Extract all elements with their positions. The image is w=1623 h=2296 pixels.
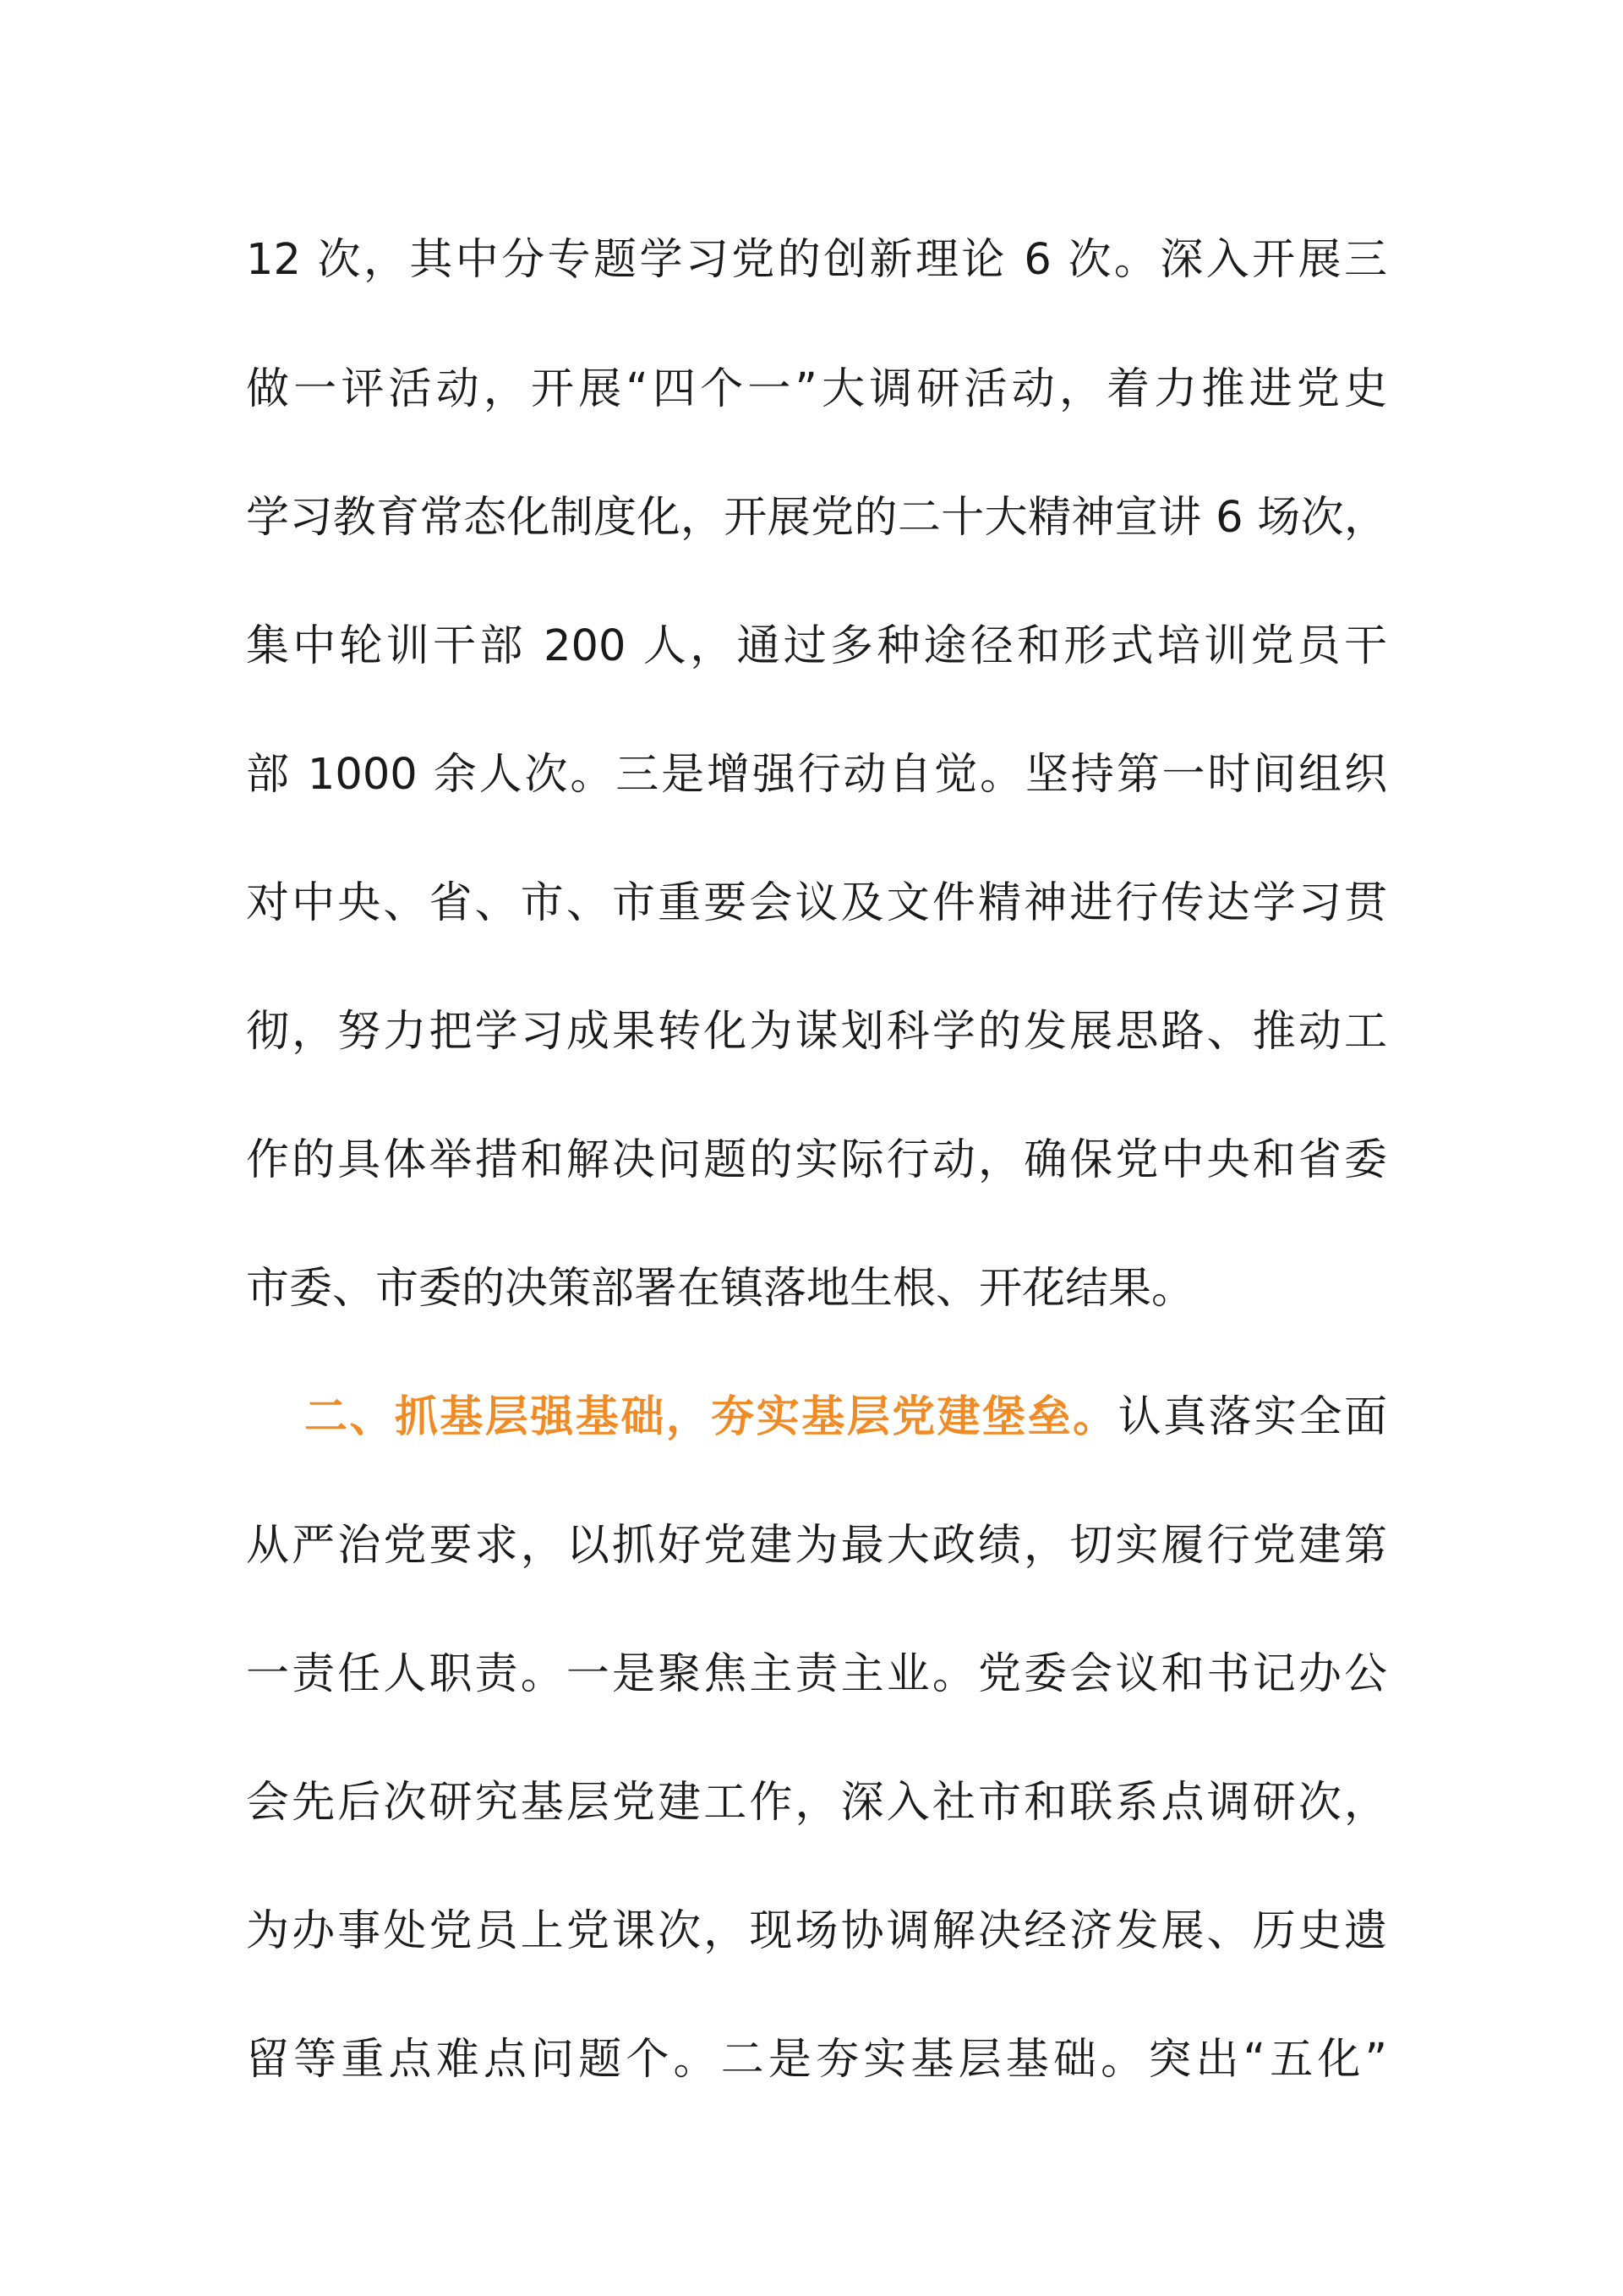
paragraph-line: 彻，努力把学习成果转化为谋划科学的发展思路、推动工 (246, 1007, 1387, 1057)
paragraph-line: 从严治党要求，以抓好党建为最大政绩，切实履行党建第 (246, 1521, 1387, 1571)
paragraph-line: 市委、市委的决策部署在镇落地生根、开花结果。 (246, 1264, 1195, 1314)
paragraph-line: 作的具体举措和解决问题的实际行动，确保党中央和省委 (246, 1135, 1387, 1185)
paragraph-line: 部 1000 余人次。三是增强行动自觉。坚持第一时间组织 (246, 750, 1387, 800)
paragraph-line: 为办事处党员上党课次，现场协调解决经济发展、历史遗 (246, 1906, 1387, 1956)
paragraph-line: 做一评活动，开展“四个一”大调研活动，着力推进党史 (246, 364, 1387, 414)
paragraph-line: 12 次，其中分专题学习党的创新理论 6 次。深入开展三 (246, 235, 1387, 285)
section-heading-line (304, 1384, 1387, 1451)
paragraph-line: 学习教育常态化制度化，开展党的二十大精神宣讲 6 场次， (246, 493, 1387, 543)
paragraph-line: 对中央、省、市、市重要会议及文件精神进行传达学习贯 (246, 878, 1387, 928)
paragraph-line: 一责任人职责。一是聚焦主责主业。党委会议和书记办公 (246, 1649, 1387, 1699)
paragraph-line: 会先后次研究基层党建工作，深入社市和联系点调研次， (246, 1778, 1387, 1828)
paragraph-line: 留等重点难点问题个。二是夯实基层基础。突出“五化” (246, 2035, 1387, 2085)
paragraph-text: 认真落实全面 (1118, 1392, 1387, 1442)
section-heading: 二、抓基层强基础，夯实基层党建堡垒。 (304, 1392, 1118, 1442)
paragraph-line: 集中轮训干部 200 人，通过多种途径和形式培训党员干 (246, 621, 1387, 671)
